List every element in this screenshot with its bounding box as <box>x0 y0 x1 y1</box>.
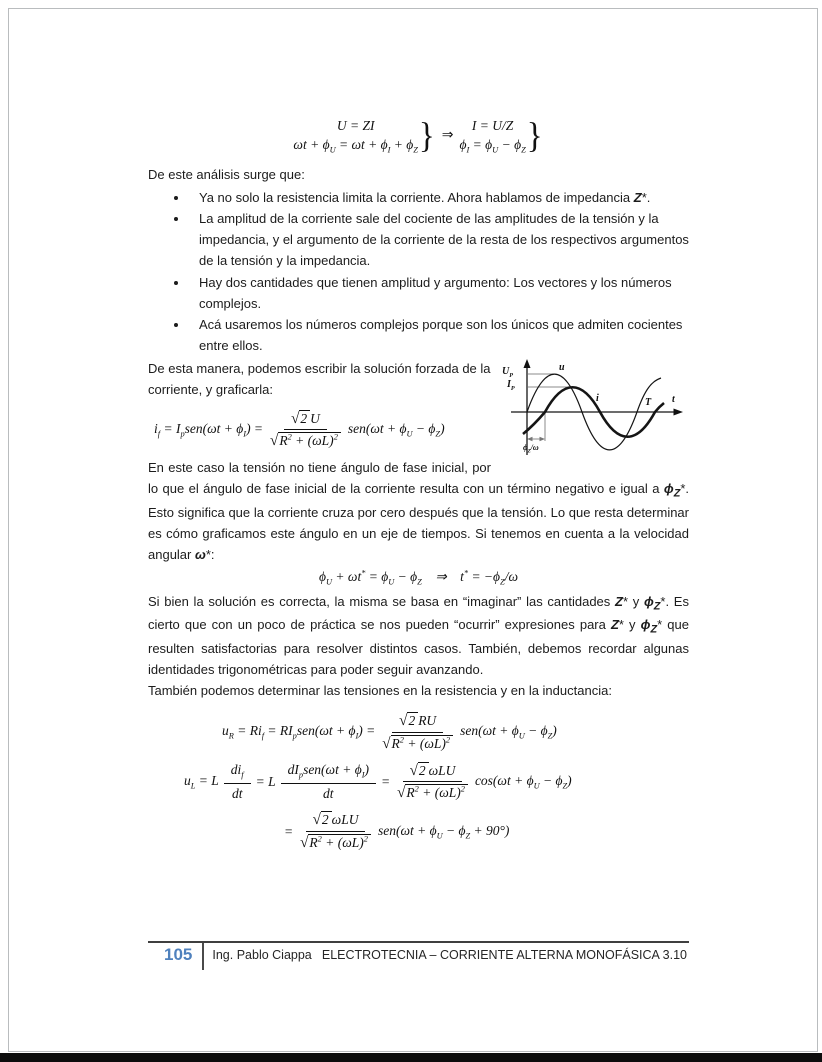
fraction <box>298 811 373 853</box>
equation-lhs: $u_R = Ri_f = RI_psen(\omega t + \phi_I)$ = <box>222 723 376 741</box>
footer-doc-title: ELECTROTECNIA – CORRIENTE ALTERNA MONOFÁSICA 3.10 <box>321 948 687 962</box>
page-number: 105 <box>164 945 193 964</box>
label-voltage-curve: u <box>559 361 565 373</box>
equation-right-stack <box>460 117 526 156</box>
equation-right-bottom: $\phi_I = \phi_U - \phi_Z$ <box>459 136 526 155</box>
equation-right-top: I = U/Z <box>471 117 514 133</box>
bullet-list <box>148 188 689 357</box>
waveform-plot <box>499 357 689 457</box>
paragraph-imagine: Si bien la solución es correcta, la misma se basa en “imaginar” las cantidades Z* y $\phi_Z*$. Es cierto que con un poco de práctica se nos pueden “ocurrir” expresiones para Z* y $\phi_Z*$ que resulten satisfactorias para resolver distintos casos. También, debemos recordar algunas identidades trigonométricas para poder seguir avanzando. <box>148 593 689 678</box>
fraction-denominator: $√R^2 + (\omega L)^2$ <box>380 733 455 754</box>
fraction <box>395 762 470 804</box>
paragraph-forced-solution: De esta manera, podemos escribir la solución forzada de la corriente, y graficarla: <box>148 360 491 397</box>
fraction-denominator: $√R^2 + (\omega L)^2$ <box>268 430 343 451</box>
waveform-figure <box>499 357 689 457</box>
brace-left: } <box>418 116 435 156</box>
equation-left-bottom: $\omega t + \phi_U = \omega t + \phi_I + \phi_Z$ <box>293 136 418 155</box>
brace-right: } <box>526 116 543 156</box>
bullet-item: • Hay dos cantidades que tienen amplitud y argumento: Los vectores y los números complejos. <box>189 273 689 315</box>
equation-left-stack <box>293 117 418 156</box>
paragraph-phase-angle: En este caso la tensión no tiene ángulo de fase inicial, por lo que el ángulo de fase inicial de la corriente resulta con un término negativo e igual a $\phi_Z*$. Esto significa que la corriente cruza por cero después que la tensión. Lo que resta determinar es cómo graficamos este ángulo en un eje de tiempos. Si tenemos en cuenta a la velocidad angular ω*: <box>148 460 689 562</box>
equation-impedance-system <box>148 110 689 163</box>
equation-rhs: $sen(\omega t + \phi_U - \phi_Z + 90^\circ)$ <box>377 822 510 841</box>
bullet-item: • Ya no solo la resistencia limita la corriente. Ahora hablamos de impedancia Z*. <box>189 188 689 209</box>
fraction <box>380 712 455 754</box>
page-content <box>148 0 689 853</box>
fraction-denominator: $√R^2 + (\omega L)^2$ <box>395 782 470 803</box>
equation-rhs: $\cos(\omega t + \phi_U - \phi_Z)$ <box>474 772 572 791</box>
fraction-numerator: √2 ωLU <box>403 762 463 783</box>
equation-resistor-voltage <box>222 712 689 754</box>
equation-lhs: $i_f = I_psen(\omega t + \phi_I)$ = <box>154 420 264 439</box>
label-peak-current: $I_P$ <box>507 378 515 392</box>
footer-author: Ing. Pablo Ciappa <box>212 948 312 962</box>
page-footer <box>148 941 689 970</box>
equation-left-top: U = ZI <box>336 117 375 133</box>
equals-sign: = <box>284 823 294 839</box>
fraction <box>224 762 251 802</box>
fraction-numerator: $di_f$ <box>224 762 251 783</box>
label-peak-voltage: $U_P$ <box>502 365 514 379</box>
label-phase-shift: $\phi_Z/\omega$ <box>523 442 539 455</box>
fraction-numerator: $dI_psen(\omega t + \phi_I)$ <box>281 762 376 783</box>
implies-arrow: ⇒ <box>441 128 454 144</box>
equation-inductor-voltage-continued <box>284 811 689 853</box>
label-current-curve: i <box>596 392 599 404</box>
bullet-item: • Acá usaremos los números complejos porque son los únicos que admiten cocientes entre ellos. <box>189 315 689 357</box>
label-time-axis: t <box>672 393 675 405</box>
equals-sign: = <box>380 774 391 790</box>
equation-time-shift: $\phi_U + \omega t^* = \phi_U - \phi_Z$ ⇒ $t^* = -\phi_Z/\omega$ <box>319 568 518 588</box>
equation-forced-current <box>154 410 491 452</box>
equation-mid: = L <box>255 774 276 790</box>
equation-rhs: $sen(\omega t + \phi_U - \phi_Z)$ <box>347 420 445 439</box>
fraction-denominator: $√R^2 + (\omega L)^2$ <box>298 832 373 853</box>
equation-rhs: $sen(\omega t + \phi_U - \phi_Z)$ <box>460 723 557 741</box>
fraction-numerator: √2 RU <box>392 712 443 733</box>
equation-lhs: $u_L = L$ <box>184 772 219 791</box>
fraction <box>281 762 376 802</box>
paragraph-voltages-intro: También podemos determinar las tensiones en la resistencia y en la inductancia: <box>148 682 612 698</box>
label-period: T <box>645 396 652 408</box>
bullet-item: • La amplitud de la corriente sale del cociente de las amplitudes de la tensión y la impedancia, y el argumento de la corriente de la resta de los respectivos argumentos de la tensión y la impedancia. <box>189 209 689 271</box>
fraction <box>268 410 343 452</box>
fraction-denominator: dt <box>231 785 243 801</box>
equation-inductor-voltage <box>184 762 689 804</box>
fraction-denominator: dt <box>323 785 334 801</box>
fraction-numerator: √2 U <box>284 410 327 431</box>
bottom-black-bar <box>0 1053 822 1062</box>
paragraph-analysis-intro: De este análisis surge que: <box>148 166 305 182</box>
fraction-numerator: √2 ωLU <box>306 811 366 832</box>
